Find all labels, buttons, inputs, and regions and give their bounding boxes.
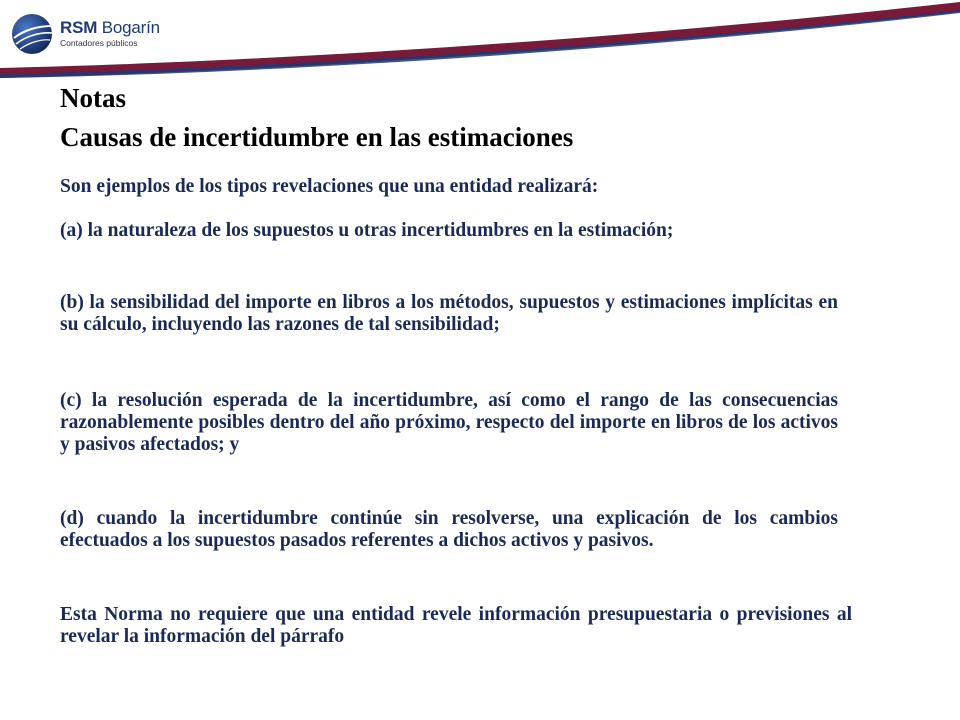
brand-name-bold: RSM xyxy=(60,18,98,37)
item-a: (a) la naturaleza de los supuestos u otras incertidumbres en la estimación; xyxy=(60,220,674,241)
closing-text: Esta Norma no requiere que una entidad revele información presupuestaria o previsiones al revelar la información del párrafo xyxy=(60,604,852,647)
brand-name-rest: Bogarín xyxy=(101,18,160,37)
company-logo xyxy=(10,12,160,56)
item-d: (d) cuando la incertidumbre continúe sin resolverse, una explicación de los cambios efectuados a los supuestos pasados referentes a dichos activos y pasivos. xyxy=(60,508,838,551)
brand-subtitle: Contadores públicos xyxy=(60,38,138,48)
item-c: (c) la resolución esperada de la incertidumbre, así como el rango de las consecuencias razonablemente posibles dentro del año próximo, respecto del importe en libros de los activos y pasivos afectados; y xyxy=(60,390,838,455)
intro-text: Son ejemplos de los tipos revelaciones que una entidad realizará: xyxy=(60,176,599,197)
globe-icon xyxy=(10,12,54,56)
slide-subtitle: Causas de incertidumbre en las estimaciones xyxy=(60,122,574,152)
brand-name xyxy=(60,19,160,37)
item-b: (b) la sensibilidad del importe en libros a los métodos, supuestos y estimaciones implícitas en su cálculo, incluyendo las razones de tal sensibilidad; xyxy=(60,292,838,335)
slide-title: Notas xyxy=(60,83,126,113)
header xyxy=(0,0,960,90)
